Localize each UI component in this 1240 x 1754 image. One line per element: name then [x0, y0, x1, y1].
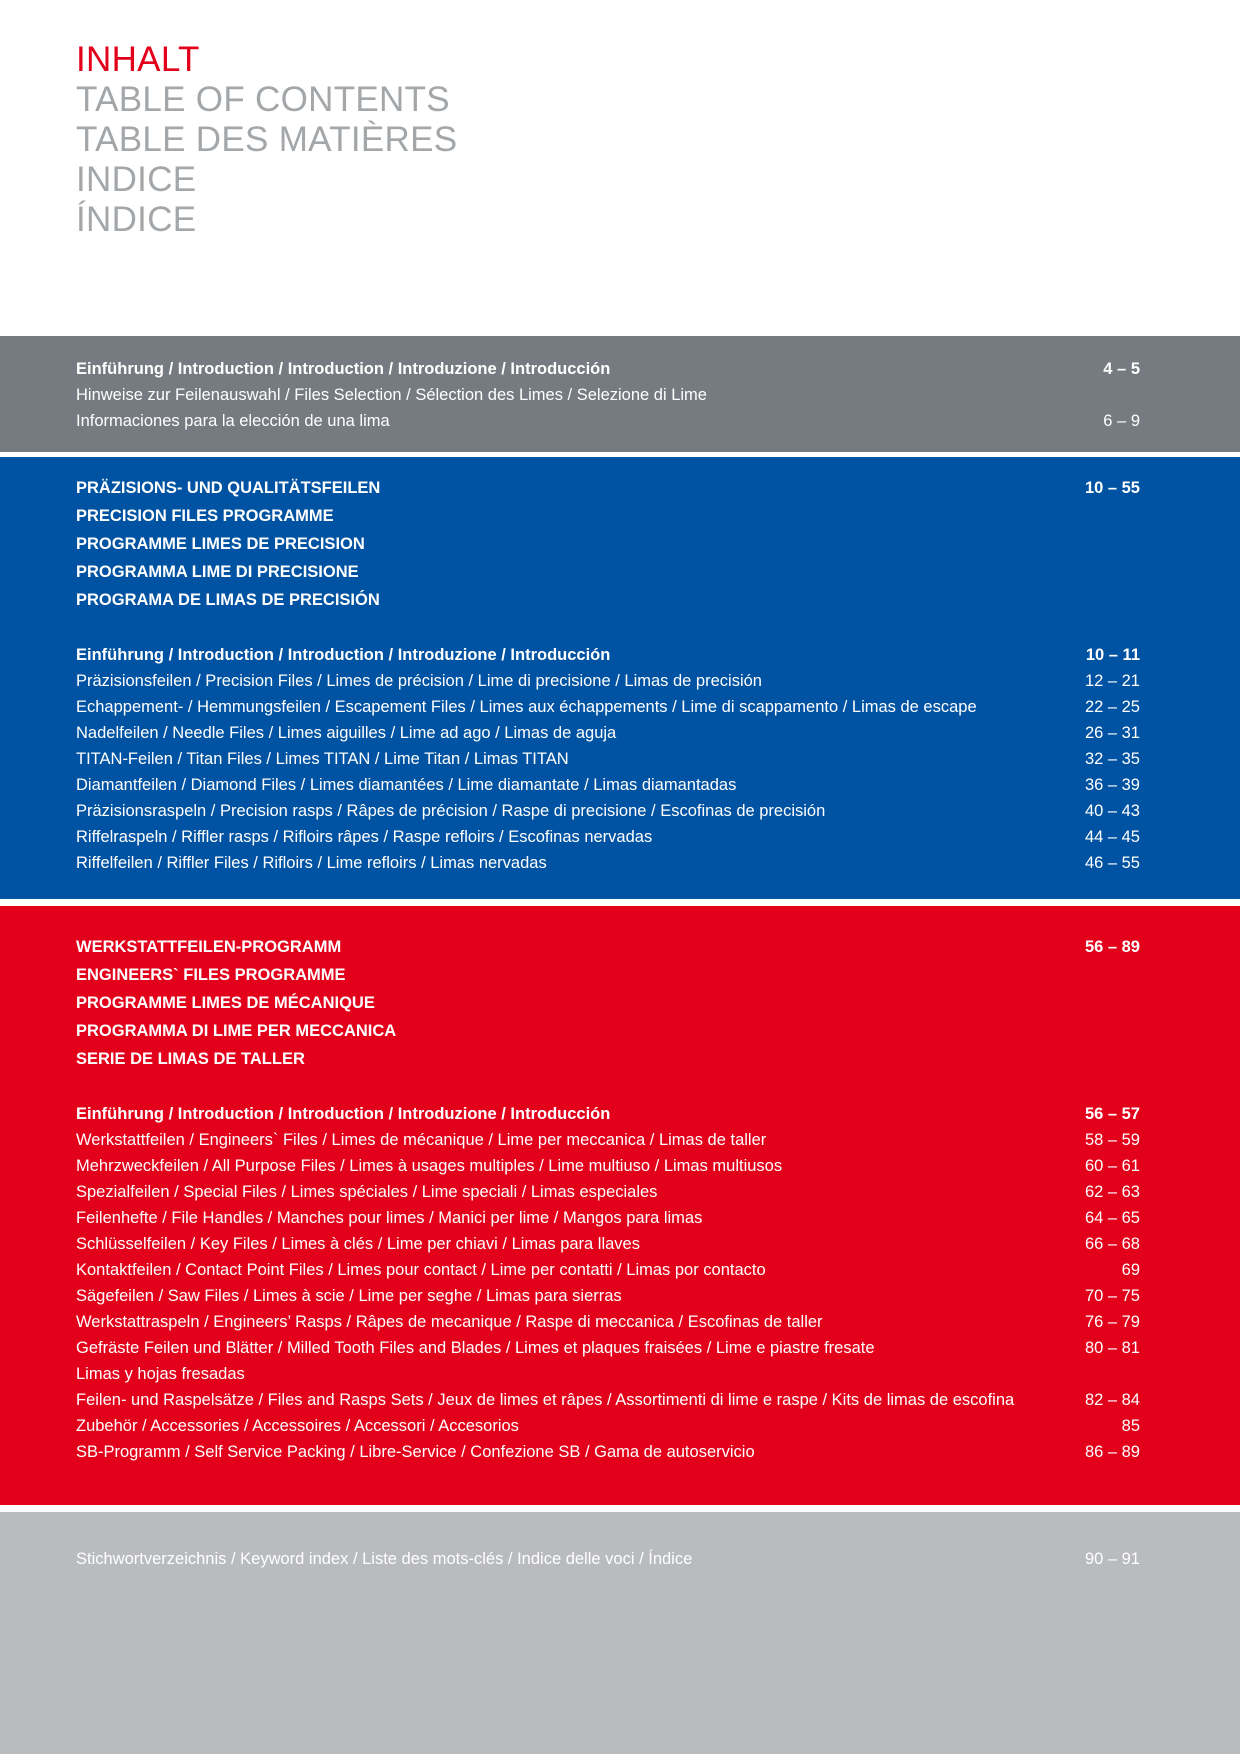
- toc-entry-label: Sägefeilen / Saw Files / Limes à scie / Lime per seghe / Limas para sierras: [76, 1287, 622, 1305]
- toc-entry[interactable]: [76, 356, 1140, 382]
- toc-entry-pages: 56 – 57: [1084, 1105, 1140, 1123]
- toc-entry-label: Werkstattfeilen / Engineers` Files / Limes de mécanique / Lime per meccanica / Limas de taller: [76, 1131, 767, 1149]
- toc-entry-pages: 86 – 89: [1084, 1443, 1140, 1461]
- toc-entry-pages: 85: [1121, 1417, 1140, 1435]
- toc-entry-pages: 76 – 79: [1084, 1313, 1140, 1331]
- index-section: [0, 1512, 1240, 1754]
- workshop-files-section: [0, 906, 1240, 1505]
- toc-entry[interactable]: [76, 694, 1140, 720]
- toc-entry[interactable]: [76, 720, 1140, 746]
- toc-entry[interactable]: [76, 668, 1140, 694]
- page-title-fr: TABLE DES MATIÈRES: [76, 120, 458, 159]
- toc-entry-pages: 66 – 68: [1084, 1235, 1140, 1253]
- precision-files-section: [0, 457, 1240, 899]
- toc-entry-label: Informaciones para la elección de una lima: [76, 412, 390, 430]
- section-heading: SERIE DE LIMAS DE TALLER: [76, 1050, 305, 1068]
- section-heading-pages: 10 – 55: [1084, 479, 1140, 497]
- toc-entry-label: Werkstattraspeln / Engineers’ Rasps / Râpes de mecanique / Raspe di meccanica / Escofinas de taller: [76, 1313, 823, 1331]
- toc-entry-label: Riffelfeilen / Riffler Files / Rifloirs / Lime refloirs / Limas nervadas: [76, 854, 547, 872]
- toc-entry[interactable]: [76, 1101, 1140, 1127]
- toc-entry[interactable]: [76, 382, 1140, 408]
- section-heading: PROGRAMMA LIME DI PRECISIONE: [76, 563, 359, 581]
- toc-entry[interactable]: [76, 1257, 1140, 1283]
- toc-entry-pages: 62 – 63: [1084, 1183, 1140, 1201]
- section-heading: ENGINEERS` FILES PROGRAMME: [76, 966, 346, 984]
- toc-entry-pages: 12 – 21: [1084, 672, 1140, 690]
- toc-entry[interactable]: [76, 1179, 1140, 1205]
- toc-entry-pages: 4 – 5: [1103, 360, 1140, 378]
- section-heading-row[interactable]: [76, 933, 1140, 961]
- section-heading: PROGRAMA DE LIMAS DE PRECISIÓN: [76, 591, 380, 609]
- section-heading-row[interactable]: [76, 474, 1140, 502]
- page-title-block: [76, 40, 457, 240]
- section-heading: PROGRAMME LIMES DE MÉCANIQUE: [76, 994, 375, 1012]
- toc-entry[interactable]: [76, 798, 1140, 824]
- toc-entry[interactable]: [76, 1546, 1140, 1572]
- intro-section: [0, 336, 1240, 452]
- toc-entry[interactable]: [76, 1309, 1140, 1335]
- toc-entry-label: Mehrzweckfeilen / All Purpose Files / Limes à usages multiples / Lime multiuso / Limas multiusos: [76, 1157, 783, 1175]
- page-title-en: TABLE OF CONTENTS: [76, 80, 450, 119]
- toc-entry-pages: 90 – 91: [1084, 1550, 1140, 1568]
- toc-entry-label: Präzisionsraspeln / Precision rasps / Râpes de précision / Raspe di precisione / Escofinas de precisión: [76, 802, 826, 820]
- toc-entry-pages: 69: [1121, 1261, 1140, 1279]
- page-title-es: ÍNDICE: [76, 200, 197, 239]
- toc-entry[interactable]: [76, 1335, 1140, 1361]
- toc-entry[interactable]: [76, 1387, 1140, 1413]
- toc-entry-pages: 70 – 75: [1084, 1287, 1140, 1305]
- toc-entry-label: Stichwortverzeichnis / Keyword index / Liste des mots-clés / Indice delle voci / Índice: [76, 1550, 693, 1568]
- toc-entry[interactable]: [76, 824, 1140, 850]
- toc-entry-label: Einführung / Introduction / Introduction / Introduzione / Introducción: [76, 646, 611, 664]
- toc-entry[interactable]: [76, 1205, 1140, 1231]
- toc-entry[interactable]: [76, 642, 1140, 668]
- toc-entry-label: Riffelraspeln / Riffler rasps / Rifloirs râpes / Raspe refloirs / Escofinas nervadas: [76, 828, 653, 846]
- section-heading: WERKSTATTFEILEN-PROGRAMM: [76, 938, 342, 956]
- toc-entry[interactable]: [76, 1127, 1140, 1153]
- toc-entry-label: Hinweise zur Feilenauswahl / Files Selection / Sélection des Limes / Selezione di Lime: [76, 386, 707, 404]
- toc-entry-label: Gefräste Feilen und Blätter / Milled Tooth Files and Blades / Limes et plaques fraisées / Lime e piastre fresate: [76, 1339, 875, 1357]
- toc-entry-pages: 82 – 84: [1084, 1391, 1140, 1409]
- toc-entry[interactable]: [76, 1439, 1140, 1465]
- toc-entry-pages: 64 – 65: [1084, 1209, 1140, 1227]
- toc-entry-label: Echappement- / Hemmungsfeilen / Escapement Files / Limes aux échappements / Lime di scappamento / Limas de escape: [76, 698, 977, 716]
- toc-entry-label: Feilen- und Raspelsätze / Files and Rasps Sets / Jeux de limes et râpes / Assortimenti di lime e raspe / Kits de limas de escofina: [76, 1391, 1015, 1409]
- section-heading: PRECISION FILES PROGRAMME: [76, 507, 334, 525]
- toc-entry-label: Diamantfeilen / Diamond Files / Limes diamantées / Lime diamantate / Limas diamantadas: [76, 776, 737, 794]
- toc-entry[interactable]: [76, 1283, 1140, 1309]
- toc-entry-pages: 46 – 55: [1084, 854, 1140, 872]
- toc-entry-pages: 58 – 59: [1084, 1131, 1140, 1149]
- toc-entry-label: Schlüsselfeilen / Key Files / Limes à clés / Lime per chiavi / Limas para llaves: [76, 1235, 640, 1253]
- toc-entry-label: Einführung / Introduction / Introduction / Introduzione / Introducción: [76, 1105, 611, 1123]
- toc-entry[interactable]: [76, 1153, 1140, 1179]
- toc-entry[interactable]: [76, 1413, 1140, 1439]
- toc-entry-label: Einführung / Introduction / Introduction / Introduzione / Introducción: [76, 360, 611, 378]
- section-heading: PRÄZISIONS- UND QUALITÄTSFEILEN: [76, 479, 381, 497]
- toc-entry-label: Nadelfeilen / Needle Files / Limes aiguilles / Lime ad ago / Limas de aguja: [76, 724, 617, 742]
- section-heading-pages: 56 – 89: [1084, 938, 1140, 956]
- toc-entry[interactable]: [76, 1361, 1140, 1387]
- toc-entry[interactable]: [76, 772, 1140, 798]
- toc-entry-pages: 80 – 81: [1084, 1339, 1140, 1357]
- toc-entry-label: Limas y hojas fresadas: [76, 1365, 245, 1383]
- section-heading: PROGRAMMA DI LIME PER MECCANICA: [76, 1022, 397, 1040]
- toc-entry-label: TITAN-Feilen / Titan Files / Limes TITAN / Lime Titan / Limas TITAN: [76, 750, 569, 768]
- toc-entry[interactable]: [76, 1231, 1140, 1257]
- toc-entry[interactable]: [76, 408, 1140, 434]
- toc-entry-label: Kontaktfeilen / Contact Point Files / Limes pour contact / Lime per contatti / Limas por contacto: [76, 1261, 766, 1279]
- toc-entry-pages: 40 – 43: [1084, 802, 1140, 820]
- toc-entry-pages: 44 – 45: [1084, 828, 1140, 846]
- toc-entry-pages: 60 – 61: [1084, 1157, 1140, 1175]
- page-title-de: INHALT: [76, 40, 200, 79]
- toc-entry-pages: 26 – 31: [1084, 724, 1140, 742]
- toc-entry-pages: 10 – 11: [1085, 646, 1140, 664]
- page-title-it: INDICE: [76, 160, 197, 199]
- toc-entry-pages: 22 – 25: [1084, 698, 1140, 716]
- toc-entry-label: SB-Programm / Self Service Packing / Libre-Service / Confezione SB / Gama de autoservicio: [76, 1443, 755, 1461]
- toc-entry-label: Zubehör / Accessories / Accessoires / Accessori / Accesorios: [76, 1417, 519, 1435]
- toc-entry-label: Feilenhefte / File Handles / Manches pour limes / Manici per lime / Mangos para limas: [76, 1209, 703, 1227]
- toc-entry-label: Spezialfeilen / Special Files / Limes spéciales / Lime speciali / Limas especiales: [76, 1183, 658, 1201]
- toc-entry-label: Präzisionsfeilen / Precision Files / Limes de précision / Lime di precisione / Limas de precisión: [76, 672, 762, 690]
- toc-entry[interactable]: [76, 850, 1140, 876]
- toc-entry-pages: 6 – 9: [1103, 412, 1140, 430]
- section-heading: PROGRAMME LIMES DE PRECISION: [76, 535, 365, 553]
- toc-entry-pages: 36 – 39: [1084, 776, 1140, 794]
- toc-entry-pages: 32 – 35: [1084, 750, 1140, 768]
- toc-entry[interactable]: [76, 746, 1140, 772]
